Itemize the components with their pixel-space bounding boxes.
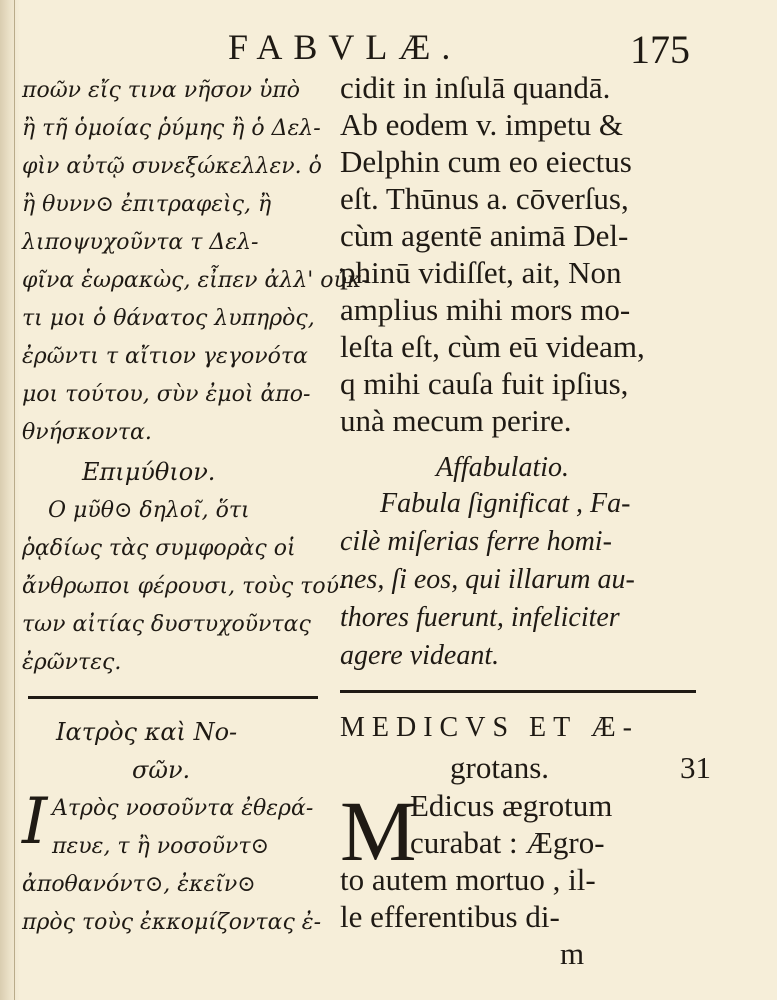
catchword: m xyxy=(560,936,585,971)
running-title: FABVLÆ. xyxy=(228,27,462,67)
latin-fable-line: cidit in inſulā quandā. xyxy=(340,70,611,105)
right-column xyxy=(340,72,760,982)
left-column xyxy=(22,78,369,980)
latin-fable-line: amplius mihi mors mo- xyxy=(340,292,631,327)
greek-next-fable-line: Ατρὸς νοσοῦντα ἐθερά- xyxy=(52,796,314,821)
greek-moral-line: ἄνθρωποι φέρουσι, τοὺς τού- xyxy=(22,574,347,599)
greek-fable-line: ἐρῶντι τ αἴτιον γεγονότα xyxy=(22,344,308,369)
right-section-divider xyxy=(340,690,696,693)
latin-fable-line: leſta eſt, cùm eū videam, xyxy=(340,329,645,364)
greek-fable-line: θνήσκοντα. xyxy=(22,420,152,445)
latin-moral-line: nes, ſi eos, qui illarum au- xyxy=(340,564,635,595)
latin-next-fable-line: le efferentibus di- xyxy=(340,899,560,934)
greek-next-fable-title: Ιατρὸς καὶ Νο- xyxy=(56,718,238,746)
greek-fable-line: φὶν αὐτῷ συνεξώκελλεν. ὁ xyxy=(22,154,322,179)
latin-drop-initial: M xyxy=(340,783,417,879)
latin-fable-line: phinū vidiſſet, ait, Non xyxy=(340,255,622,290)
latin-fable-line: q mihi cauſa fuit ipſius, xyxy=(340,366,629,401)
latin-fable-line: cùm agentē animā Del- xyxy=(340,218,629,253)
greek-fable-line: ἢ θυνν⊙ ἐπιτραφεὶς, ἢ xyxy=(22,192,272,217)
fable-number: 31 xyxy=(680,750,711,785)
greek-fable-line: τι μοι ὁ θάνατος λυπηρὸς, xyxy=(22,306,315,331)
latin-next-fable-line: to autem mortuo , il- xyxy=(340,862,596,897)
latin-next-fable-title: MEDICVS ET Æ- xyxy=(340,712,639,743)
greek-moral-heading: Επιμύθιον. xyxy=(82,458,216,486)
latin-fable-line: unà mecum perire. xyxy=(340,403,572,438)
left-section-divider xyxy=(28,696,318,699)
greek-next-fable-line: πρὸς τοὺς ἐκκομίζοντας ἐ- xyxy=(22,910,322,935)
greek-moral-line: ῥᾳδίως τὰς συμφορὰς οἱ xyxy=(22,536,296,561)
latin-fable-line: Delphin cum eo eiectus xyxy=(340,144,632,179)
page-gutter xyxy=(0,0,20,1000)
greek-next-fable-line: ἀποθανόντ⊙, ἐκεῖν⊙ xyxy=(22,872,256,897)
greek-fable-line: λιποψυχοῦντα τ Δελ- xyxy=(22,230,259,255)
greek-fable-line: ποῶν εἴς τινα νῆσον ὑπὸ xyxy=(22,78,301,103)
greek-next-fable-title: σῶν. xyxy=(132,756,191,784)
greek-fable-line: φῖνα ἑωρακὼς, εἶπεν ἀλλ' οὐκ- xyxy=(22,268,369,293)
latin-fable-line: eſt. Thūnus a. cōverſus, xyxy=(340,181,629,216)
latin-next-fable-title-cont: grotans. xyxy=(450,750,550,785)
latin-moral-line: Fabula ſignificat , Fa- xyxy=(380,488,631,519)
greek-next-fable-line: πευε, τ ἢ νοσοῦντ⊙ xyxy=(52,834,270,859)
latin-moral-line: cilè miſerias ferre homi- xyxy=(340,526,612,557)
greek-moral-line: Ο μῦθ⊙ δηλοῖ, ὅτι xyxy=(48,498,250,523)
latin-fable-line: Ab eodem v. impetu & xyxy=(340,107,623,142)
greek-moral-line: ἐρῶντες. xyxy=(22,650,122,675)
page-number: 175 xyxy=(630,27,690,72)
greek-moral-line: των αἰτίας δυστυχοῦντας xyxy=(22,612,311,637)
latin-moral-line: agere videant. xyxy=(340,640,500,671)
greek-fable-line: ἢ τῆ ὁμοίας ῥύμης ἢ ὁ Δελ- xyxy=(22,116,321,141)
greek-drop-initial: Ι xyxy=(22,785,48,859)
latin-moral-line: thores fuerunt, infeliciter xyxy=(340,602,620,633)
greek-fable-line: μοι τούτου, σὺν ἐμοὶ ἀπο- xyxy=(22,382,311,407)
latin-next-fable-line: curabat : Ægro- xyxy=(410,825,605,860)
latin-moral-heading: Affabulatio. xyxy=(436,452,569,483)
latin-next-fable-line: Edicus ægrotum xyxy=(410,788,613,823)
